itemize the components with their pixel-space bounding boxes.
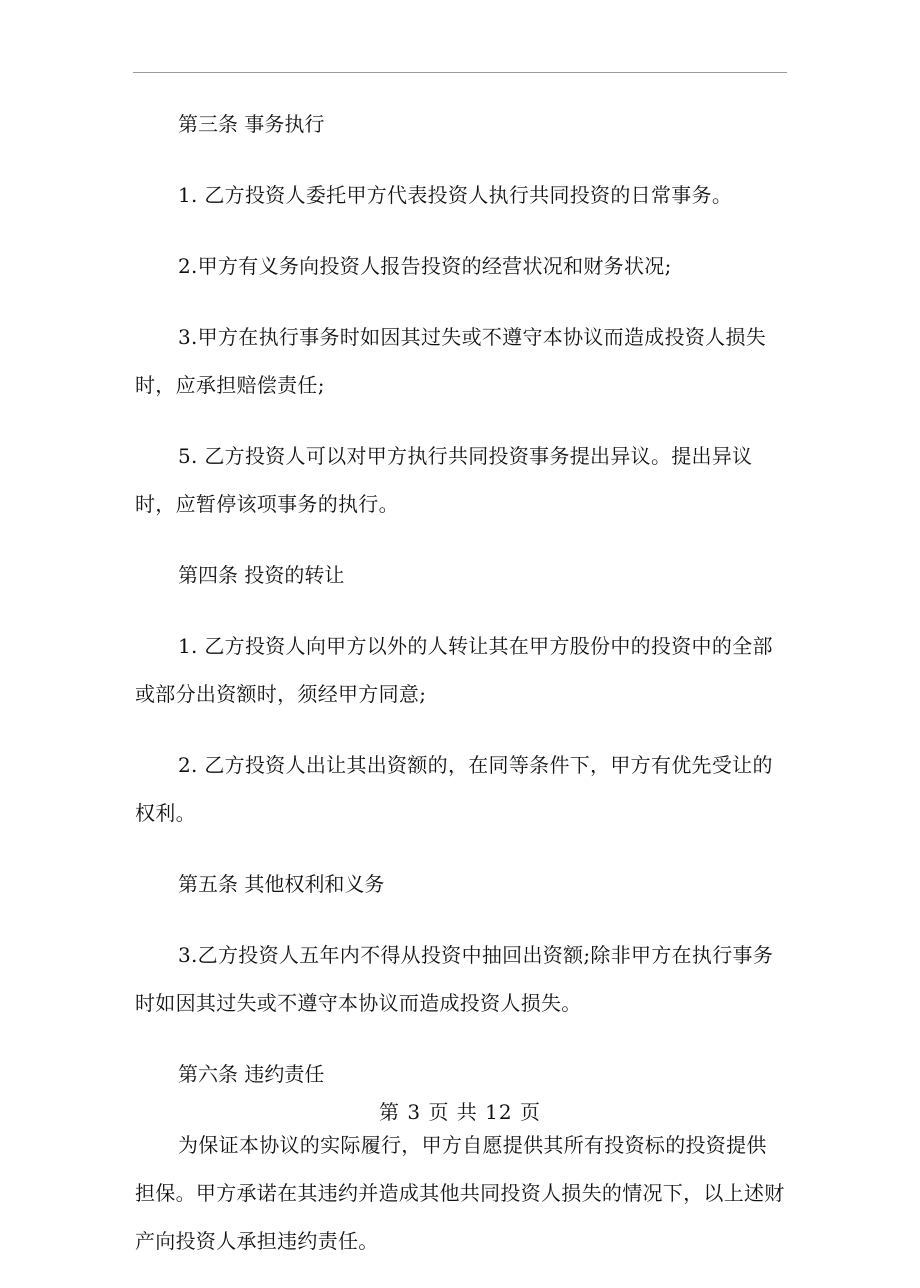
article-3-clause-2: 2.甲方有义务向投资人报告投资的经营状况和财务状况; <box>178 254 672 278</box>
article-4-clause-2: 2. 乙方投资人出让其出资额的，在同等条件下，甲方有优先受让的权利。 <box>135 753 773 825</box>
article-3-heading: 第三条 事务执行 <box>178 112 325 136</box>
page-number: 第 3 页 共 12 页 <box>379 1100 541 1124</box>
article-5-heading: 第五条 其他权利和义务 <box>178 872 385 896</box>
article-3-clause-1: 1. 乙方投资人委托甲方代表投资人执行共同投资的日常事务。 <box>178 183 733 207</box>
article-5-clause-3: 3.乙方投资人五年内不得从投资中抽回出资额;除非甲方在执行事务时如因其过失或不遵守本协议而造成投资人损失。 <box>135 943 774 1015</box>
header-rule <box>133 72 787 73</box>
article-4-clause-1: 1. 乙方投资人向甲方以外的人转让其在甲方股份中的投资中的全部或部分出资额时，须经甲方同意; <box>135 634 773 706</box>
article-3-clause-5: 5. 乙方投资人可以对甲方执行共同投资事务提出异议。提出异议时，应暂停该项事务的执行。 <box>135 444 753 516</box>
article-6-body: 为保证本协议的实际履行，甲方自愿提供其所有投资标的投资提供担保。甲方承诺在其违约并造成其他共同投资人损失的情况下，以上述财产向投资人承担违约责任。 <box>135 1133 785 1253</box>
article-4-heading: 第四条 投资的转让 <box>178 563 345 587</box>
article-6-heading: 第六条 违约责任 <box>178 1062 325 1086</box>
article-3-clause-3: 3.甲方在执行事务时如因其过失或不遵守本协议而造成投资人损失时，应承担赔偿责任; <box>135 325 767 397</box>
